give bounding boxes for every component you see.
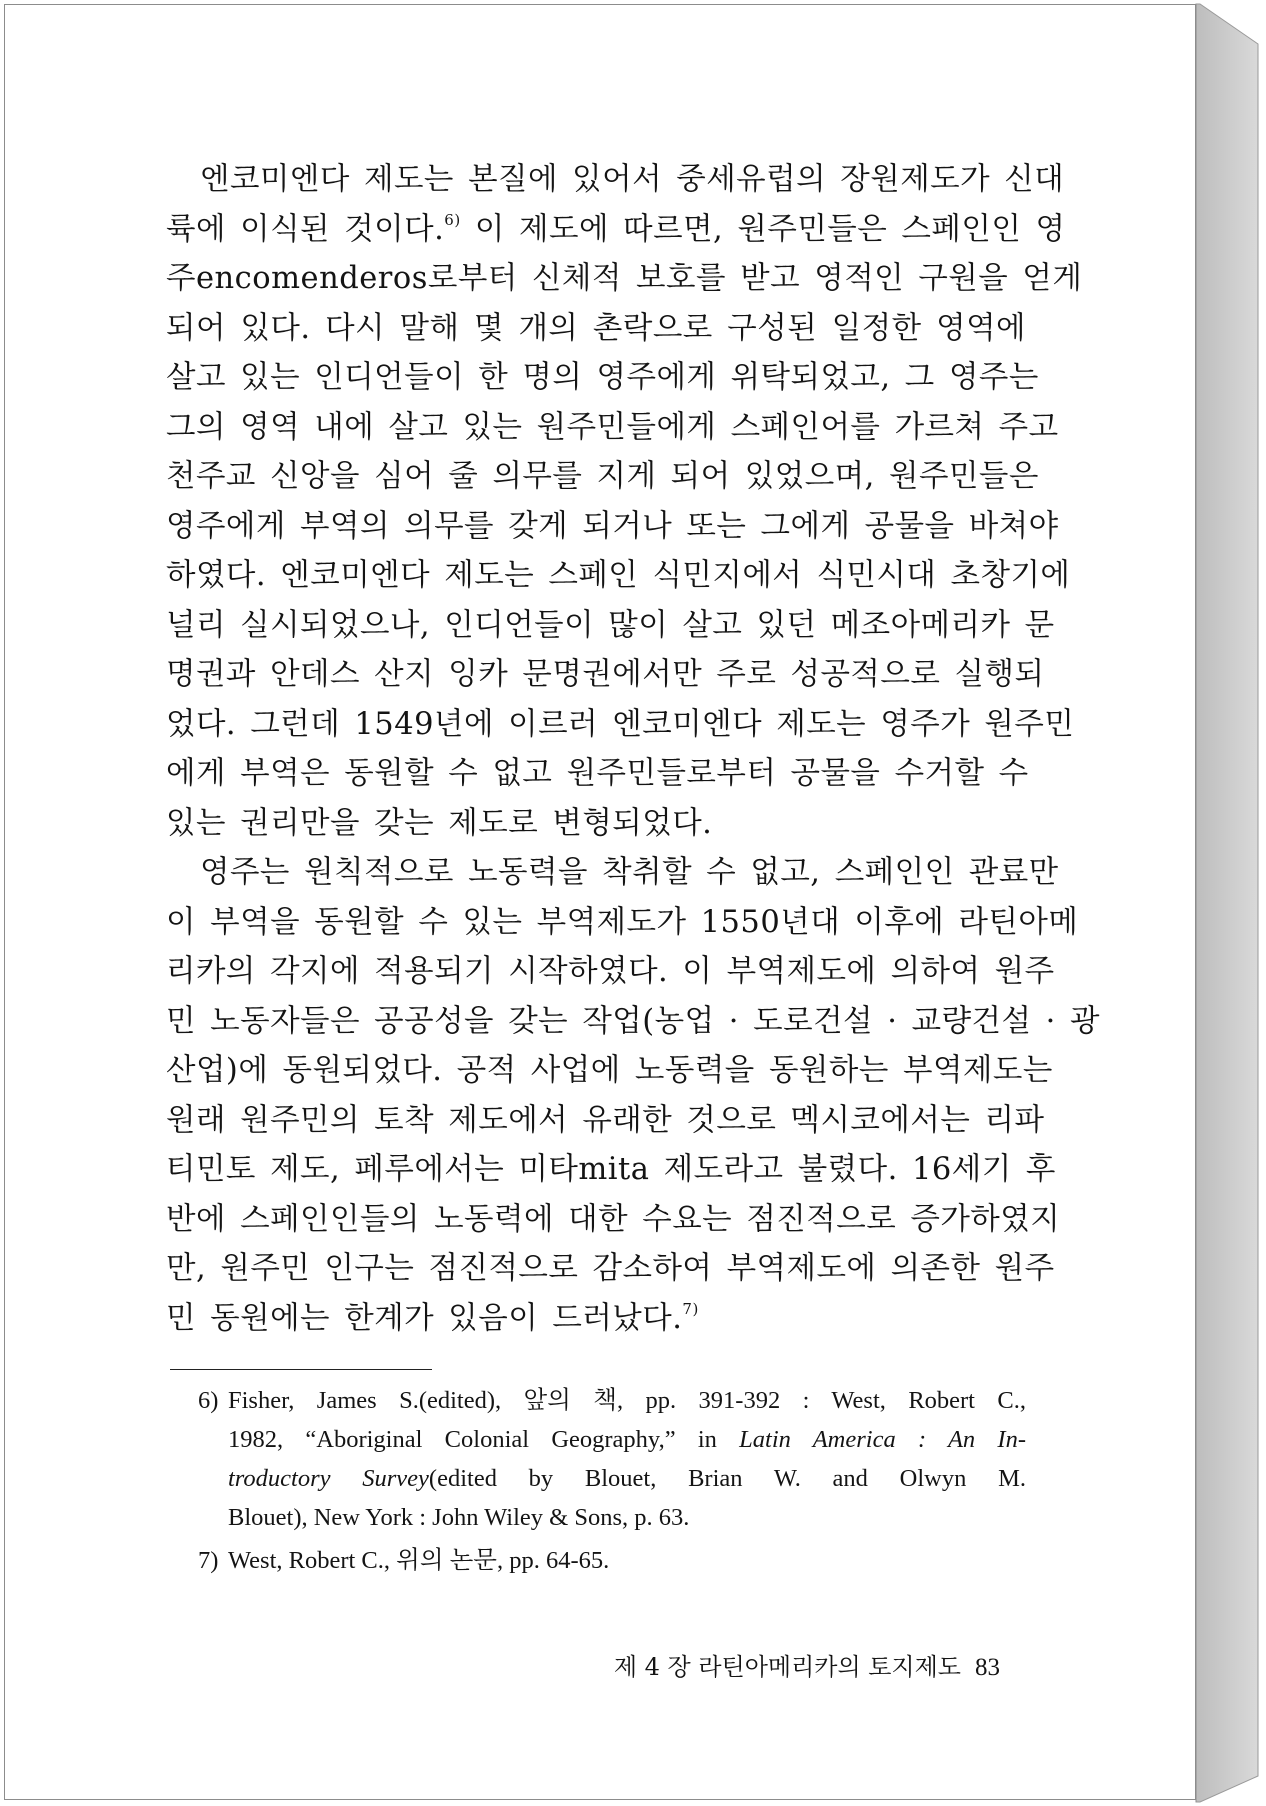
footnotes bbox=[198, 1381, 1026, 1580]
text-line: 하였다. 엔코미엔다 제도는 스페인 식민지에서 식민시대 초창기에 bbox=[166, 558, 1071, 593]
text-line: 원래 원주민의 토착 제도에서 유래한 것으로 멕시코에서는 리파 bbox=[166, 1102, 1045, 1138]
paragraph-1 bbox=[166, 155, 1083, 848]
text-line: 주encomenderos로부터 신체적 보호를 받고 영적인 구원을 얻게 bbox=[166, 261, 1083, 296]
running-footer bbox=[580, 1647, 1000, 1682]
footnote-number: 7) bbox=[198, 1547, 219, 1574]
text-line: 되어 있다. 다시 말해 몇 개의 촌락으로 구성된 일정한 영역에 bbox=[166, 310, 1026, 346]
footnote-separator bbox=[170, 1369, 432, 1370]
footnote-ref-6: 6) bbox=[444, 210, 461, 229]
text-line: 영주에게 부역의 의무를 갖게 되거나 또는 그에게 공물을 바쳐야 bbox=[166, 508, 1059, 544]
text-line: 그의 영역 내에 살고 있는 원주민들에게 스페인어를 가르쳐 주고 bbox=[166, 409, 1059, 445]
text-line: 반에 스페인인들의 노동력에 대한 수요는 점진적으로 증가하였지 bbox=[166, 1201, 1061, 1237]
text-line: 있는 권리만을 갖는 제도로 변형되었다. bbox=[166, 805, 713, 841]
text-line: 널리 실시되었으나, 인디언들이 많이 살고 있던 메조아메리카 문 bbox=[166, 607, 1055, 643]
text-line: 만, 원주민 인구는 점진적으로 감소하여 부역제도에 의존한 원주 bbox=[166, 1251, 1055, 1286]
text-line: 티민토 제도, 페루에서는 미타mita 제도라고 불렸다. 16세기 후 bbox=[166, 1152, 1056, 1187]
footnote-6 bbox=[198, 1381, 1026, 1537]
text-line: 산업)에 동원되었다. 공적 사업에 노동력을 동원하는 부역제도는 bbox=[166, 1053, 1053, 1088]
text-line: 민 노동자들은 공공성을 갖는 작업(농업 · 도로건설 · 교량건설 · 광 bbox=[166, 1003, 1101, 1039]
paragraph-2 bbox=[166, 848, 1101, 1343]
footnote-7 bbox=[198, 1541, 1026, 1580]
text-line: 었다. 그런데 1549년에 이르러 엔코미엔다 제도는 영주가 원주민 bbox=[166, 706, 1075, 742]
text-line: 민 동원에는 한계가 있음이 드러났다.$^{7)}$ bbox=[166, 1299, 699, 1336]
text-line: 영주는 원칙적으로 노동력을 착취할 수 없고, 스페인인 관료만 bbox=[200, 855, 1059, 890]
footnote-line: Blouet), New York : John Wiley & Sons, p. 63. bbox=[228, 1504, 690, 1531]
footnote-line: West, Robert C., 위의 논문, pp. 64-65. bbox=[228, 1547, 610, 1574]
text-line: 엔코미엔다 제도는 본질에 있어서 중세유럽의 장원제도가 신대 bbox=[200, 162, 1065, 197]
text-line: 이 부역을 동원할 수 있는 부역제도가 1550년대 이후에 라틴아메 bbox=[166, 904, 1079, 940]
text-line: 에게 부역은 동원할 수 없고 원주민들로부터 공물을 수거할 수 bbox=[166, 756, 1029, 791]
chapter-title: 제 4 장 라틴아메리카의 토지제도 bbox=[613, 1653, 961, 1681]
footnote-number: 6) bbox=[198, 1387, 219, 1414]
body-text bbox=[166, 155, 1101, 1343]
text-line: 천주교 신앙을 심어 줄 의무를 지게 되어 있었으며, 원주민들은 bbox=[166, 459, 1039, 494]
text-line: 리카의 각지에 적용되기 시작하였다. 이 부역제도에 의하여 원주 bbox=[166, 954, 1055, 989]
footnote-line: Fisher, James S.(edited), 앞의 책, pp. 391-392 : West, Robert C., bbox=[228, 1387, 1026, 1414]
text-line: 명권과 안데스 산지 잉카 문명권에서만 주로 성공적으로 실행되 bbox=[166, 657, 1045, 692]
page-number: 83 bbox=[975, 1654, 1000, 1681]
footnote-line: 1982, “Aboriginal Colonial Geography,” in Latin America : An In- bbox=[228, 1426, 1026, 1453]
text-line: 살고 있는 인디언들이 한 명의 영주에게 위탁되었고, 그 영주는 bbox=[166, 360, 1039, 395]
text-line: 륙에 이식된 것이다.$^{6)}$ 이 제도에 따르면, 원주민들은 스페인인 영 bbox=[166, 210, 1066, 247]
footnote-ref-7: 7) bbox=[682, 1299, 699, 1318]
footnote-line: troductory Survey(edited by Blouet, Brian W. and Olwyn M. bbox=[228, 1465, 1026, 1492]
